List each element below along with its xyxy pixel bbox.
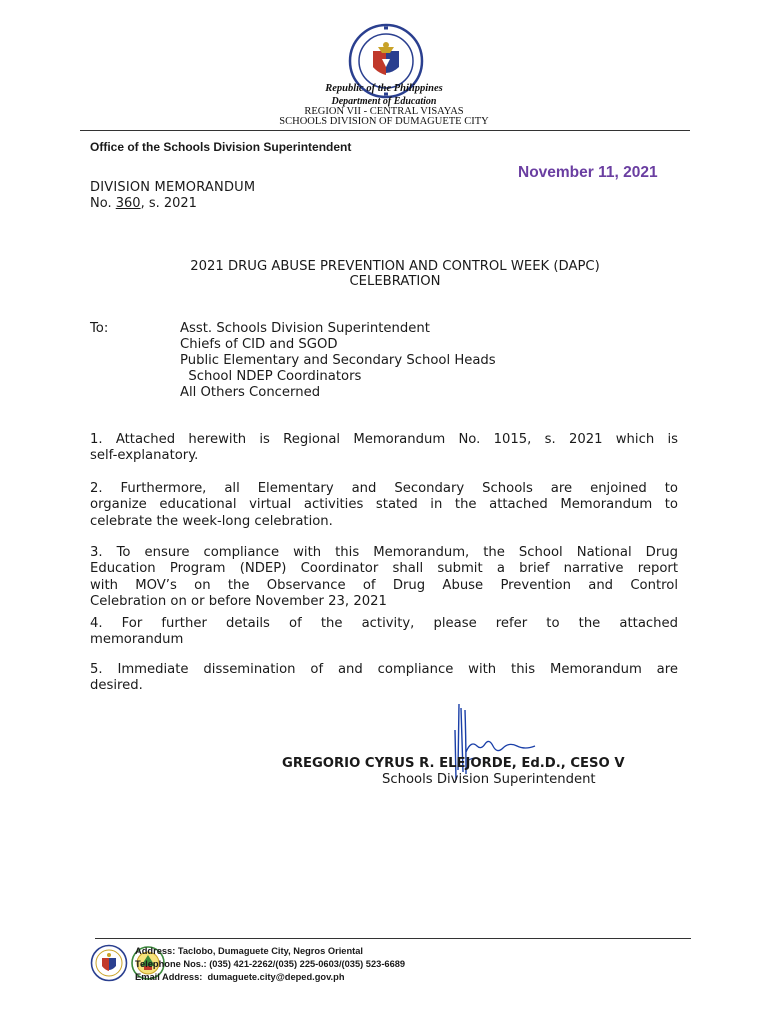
paragraph-line: 4. For further details of the activity, please refer to the attached (90, 616, 678, 631)
paragraph-line: memorandum (90, 632, 184, 648)
footer-email: Email Address: dumaguete.city@deped.gov.ph (135, 972, 345, 982)
footer-address: Address: Taclobo, Dumaguete City, Negros Oriental (135, 946, 363, 956)
recipient-item: All Others Concerned (180, 385, 321, 400)
footer-telephone: Telephone Nos.: (035) 421-2262/(035) 225-0603/(035) 523-6689 (135, 959, 406, 969)
paragraph-3 (90, 545, 678, 610)
recipient-item: School NDEP Coordinators (180, 369, 362, 384)
office-name: Office of the Schools Division Superintendent (90, 140, 352, 154)
header-republic: Republic of the Philippines (325, 83, 443, 94)
paragraph-line: 2. Furthermore, all Elementary and Secondary Schools are enjoined to (90, 481, 678, 496)
paragraph-5 (90, 662, 678, 695)
paragraph-line: 5. Immediate dissemination of and compliance with this Memorandum are (90, 662, 678, 677)
header-division: SCHOOLS DIVISION OF DUMAGUETE CITY (279, 116, 489, 127)
memo-title-line2: CELEBRATION (349, 274, 441, 289)
header-region: REGION VII - CENTRAL VISAYAS (304, 106, 464, 117)
header-divider (80, 130, 690, 131)
paragraph-line: with MOV’s on the Observance of Drug Abuse Prevention and Control (90, 577, 678, 593)
memo-number-value: 360 (115, 196, 141, 211)
footer-divider (95, 938, 691, 939)
paragraph-line: 1. Attached herewith is Regional Memorandum No. 1015, s. 2021 which is (90, 432, 678, 447)
header-department: Department of Education (331, 96, 437, 107)
paragraph-2 (90, 481, 678, 530)
memo-number: No. 360, s. 2021 (90, 196, 197, 211)
to-label: To: (90, 321, 109, 336)
memo-type: DIVISION MEMORANDUM (90, 180, 256, 195)
paragraph-line: Education Program (NDEP) Coordinator shall submit a brief narrative report (90, 561, 678, 577)
signatory-title: Schools Division Superintendent (382, 772, 596, 787)
paragraph-line: 3. To ensure compliance with this Memorandum, the School National Drug (90, 545, 678, 560)
memo-date: November 11, 2021 (518, 164, 658, 181)
deped-footer-seal (90, 944, 128, 982)
recipient-item: Asst. Schools Division Superintendent (180, 321, 430, 336)
paragraph-1 (90, 432, 678, 465)
memo-title-line1: 2021 DRUG ABUSE PREVENTION AND CONTROL WEEK (DAPC) (190, 259, 600, 274)
paragraph-line: organize educational virtual activities stated in the attached Memorandum to (90, 497, 678, 513)
paragraph-4 (90, 616, 678, 649)
paragraph-line: desired. (90, 678, 143, 694)
recipient-item: Chiefs of CID and SGOD (180, 337, 338, 352)
paragraph-line: Celebration on or before November 23, 2021 (90, 593, 387, 609)
paragraph-line: self-explanatory. (90, 448, 199, 464)
paragraph-line: celebrate the week-long celebration. (90, 513, 333, 529)
signatory-name: GREGORIO CYRUS R. ELEJORDE, Ed.D., CESO V (282, 756, 625, 771)
recipient-item: Public Elementary and Secondary School Heads (180, 353, 496, 368)
